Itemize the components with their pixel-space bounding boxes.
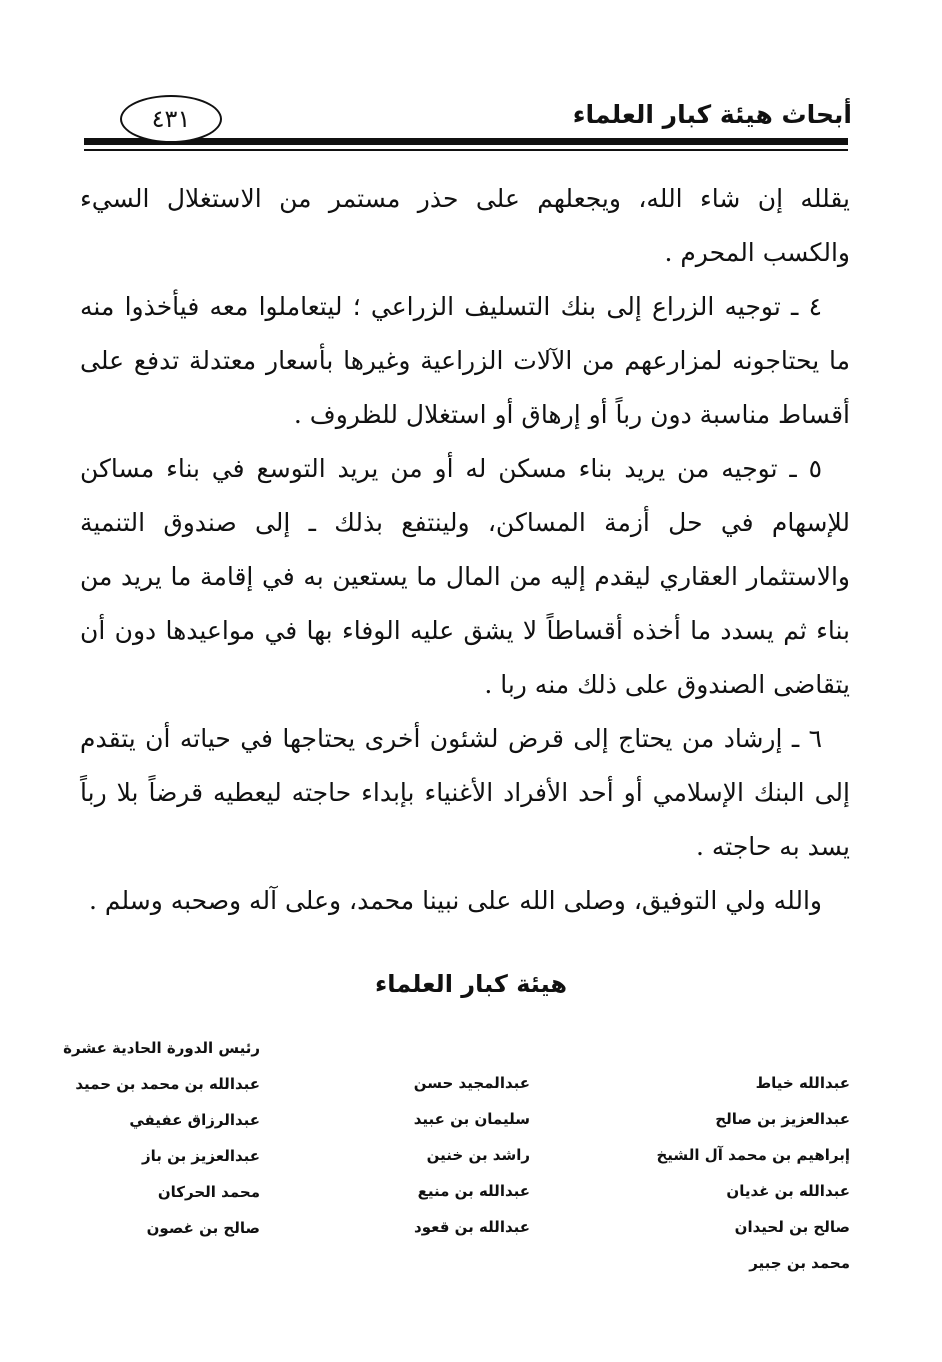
council-heading: هيئة كبار العلماء xyxy=(374,970,568,998)
signature-name: عبدالعزيز بن باز xyxy=(141,1147,260,1165)
signatures-right-column xyxy=(657,1065,851,1281)
signature-name: إبراهيم بن محمد آل الشيخ xyxy=(656,1146,850,1164)
signature-name: صالح بن لحيدان xyxy=(734,1218,850,1236)
signature-name: عبدالمجيد حسن xyxy=(413,1074,530,1092)
body-text xyxy=(80,172,850,928)
book-title: أبحاث هيئة كبار العلماء xyxy=(572,100,852,129)
signature-name: محمد بن جبير xyxy=(749,1254,850,1272)
signature-name: عبدالله بن غديان xyxy=(726,1182,850,1200)
paragraph-continuation: يقلله إن شاء الله، ويجعلهم على حذر مستمر من الاستغلال السيء والكسب المحرم . xyxy=(80,184,850,267)
paragraph-closing: والله ولي التوفيق، وصلى الله على نبينا محمد، وعلى آله وصحبه وسلم . xyxy=(88,886,822,915)
signature-name: صالح بن غصون xyxy=(146,1219,260,1237)
signature-name: عبدالله خياط xyxy=(755,1074,850,1092)
signatures-left-column xyxy=(63,1030,260,1246)
signature-name: راشد بن خنين xyxy=(426,1146,530,1164)
signature-name: عبدالله بن منيع xyxy=(417,1182,530,1200)
header-rule-thin xyxy=(84,149,848,151)
page-number: ٤٣١ xyxy=(120,95,222,143)
signature-name: عبدالرزاق عفيفي xyxy=(129,1111,260,1129)
paragraph-item-4: ٤ ـ توجيه الزراع إلى بنك التسليف الزراعي ؛ ليتعاملوا معه فيأخذوا منه ما يحتاجونه لمزارعهم من الآلات الزراعية وغيرها بأسعار معتدلة تدفع على أقساط مناسبة دون رباً أو إرهاق أو استغلال للظروف . xyxy=(80,292,850,429)
paragraph-item-5: ٥ ـ توجيه من يريد بناء مسكن له أو من يريد التوسع في بناء مساكن للإسهام في حل أزمة المساكن، ولينتفع بذلك ـ إلى صندوق التنمية والاستثمار العقاري ليقدم إليه من المال ما يستعين به في إقامة ما يريد من بناء ثم يسدد ما أخذه أقساطاً لا يشق عليه الوفاء بها في مواعيدها دون أن يتقاضى الصندوق على ذلك منه ربا . xyxy=(80,454,850,699)
signature-name: عبدالله بن محمد بن حميد xyxy=(75,1075,260,1093)
signature-name: عبدالله بن قعود xyxy=(414,1218,530,1236)
signature-name: محمد الحركان xyxy=(157,1183,260,1201)
signature-name: عبدالعزيز بن صالح xyxy=(715,1110,850,1128)
paragraph-item-6: ٦ ـ إرشاد من يحتاج إلى قرض لشئون أخرى يحتاجها في حياته أن يتقدم إلى البنك الإسلامي أو أحد الأفراد الأغنياء بإبداء حاجته ليعطيه قرضاً بلا رباً يسد به حاجته . xyxy=(80,724,850,861)
signatures-middle-column xyxy=(414,1065,530,1245)
session-president-title: رئيس الدورة الحادية عشرة xyxy=(63,1039,260,1057)
signature-name: سليمان بن عبيد xyxy=(413,1110,530,1128)
